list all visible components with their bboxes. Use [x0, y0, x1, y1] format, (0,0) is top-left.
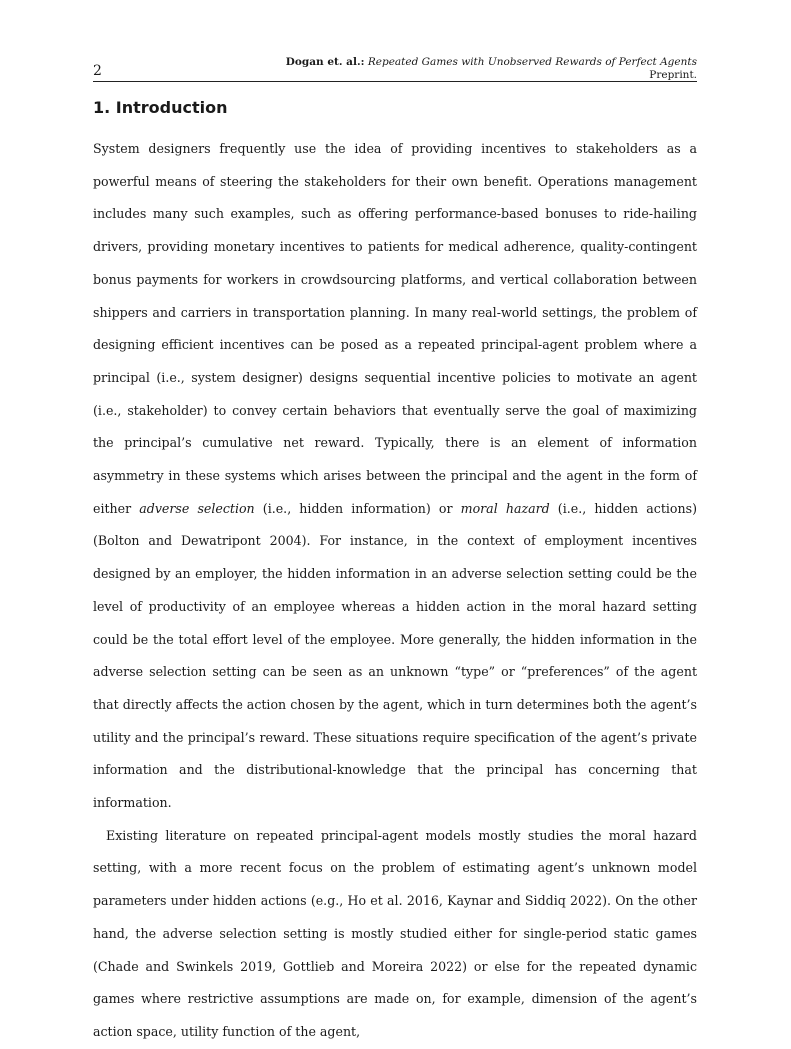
- page-number: 2: [93, 63, 102, 79]
- term-moral-hazard: moral hazard: [460, 500, 550, 516]
- section-title: Introduction: [115, 98, 228, 117]
- running-head: [286, 56, 697, 82]
- term-adverse-selection: adverse selection: [139, 500, 255, 516]
- section-number: 1.: [93, 98, 111, 117]
- header-rule: [93, 81, 697, 82]
- paragraph-1-part-1: System designers frequently use the idea of providing incentives to stakeholders as a powerful means of steering the stakeholders for their own benefit. Operations management includes many such examples, such as offering performance-based bonuses to ride-hailing drivers, providing monetary incentives to patients for medical adherence, quality-contingent bonus payments for workers in crowdsourcing platforms, and vertical collaboration between shippers and carriers in transportation planning. In many real-world settings, the problem of designing efficient incentives can be posed as a repeated principal-agent problem where a principal (i.e., system designer) designs sequential incentive policies to motivate an agent (i.e., stakeholder) to convey certain behaviors that eventually serve the goal of maximizing the principal’s cumulative net reward. Typically, there is an element of information asymmetry in these systems which arises between the principal and the agent in the form of either: [93, 141, 697, 516]
- running-head-title: Repeated Games with Unobserved Rewards of Perfect Agents: [367, 56, 697, 68]
- paragraph-1-part-2: (i.e., hidden information) or: [254, 500, 461, 516]
- running-head-status: Preprint.: [649, 69, 697, 81]
- paragraph-2: Existing literature on repeated principal-agent models mostly studies the moral hazard setting, with a more recent focus on the problem of estimating agent’s unknown model parameters under hidden actions (e.g., Ho et al. 2016, Kaynar and Siddiq 2022). On the other hand, the adverse selection setting is mostly studied either for single-period static games (Chade and Swinkels 2019, Gottlieb and Moreira 2022) or else for the repeated dynamic games where restrictive assumptions are made on, for example, dimension of the agent’s action space, utility function of the agent,: [93, 827, 697, 1039]
- body-text: [93, 133, 697, 1049]
- paragraph-1: [93, 133, 697, 820]
- paragraph-1-part-3: (i.e., hidden actions) (Bolton and Dewatripont 2004). For instance, in the context of employment incentives designed by an employer, the hidden information in an adverse selection setting could be the level of productivity of an employee whereas a hidden action in the moral hazard setting could be the total effort level of the employee. More generally, the hidden information in the adverse selection setting can be seen as an unknown “type” or “preferences” of the agent that directly affects the action chosen by the agent, which in turn determines both the agent’s utility and the principal’s reward. These situations require specification of the agent’s private information and the distributional-knowledge that the principal has concerning that information.: [93, 500, 697, 811]
- running-head-authors: Dogan et. al.:: [285, 56, 365, 68]
- section-heading: [93, 98, 228, 117]
